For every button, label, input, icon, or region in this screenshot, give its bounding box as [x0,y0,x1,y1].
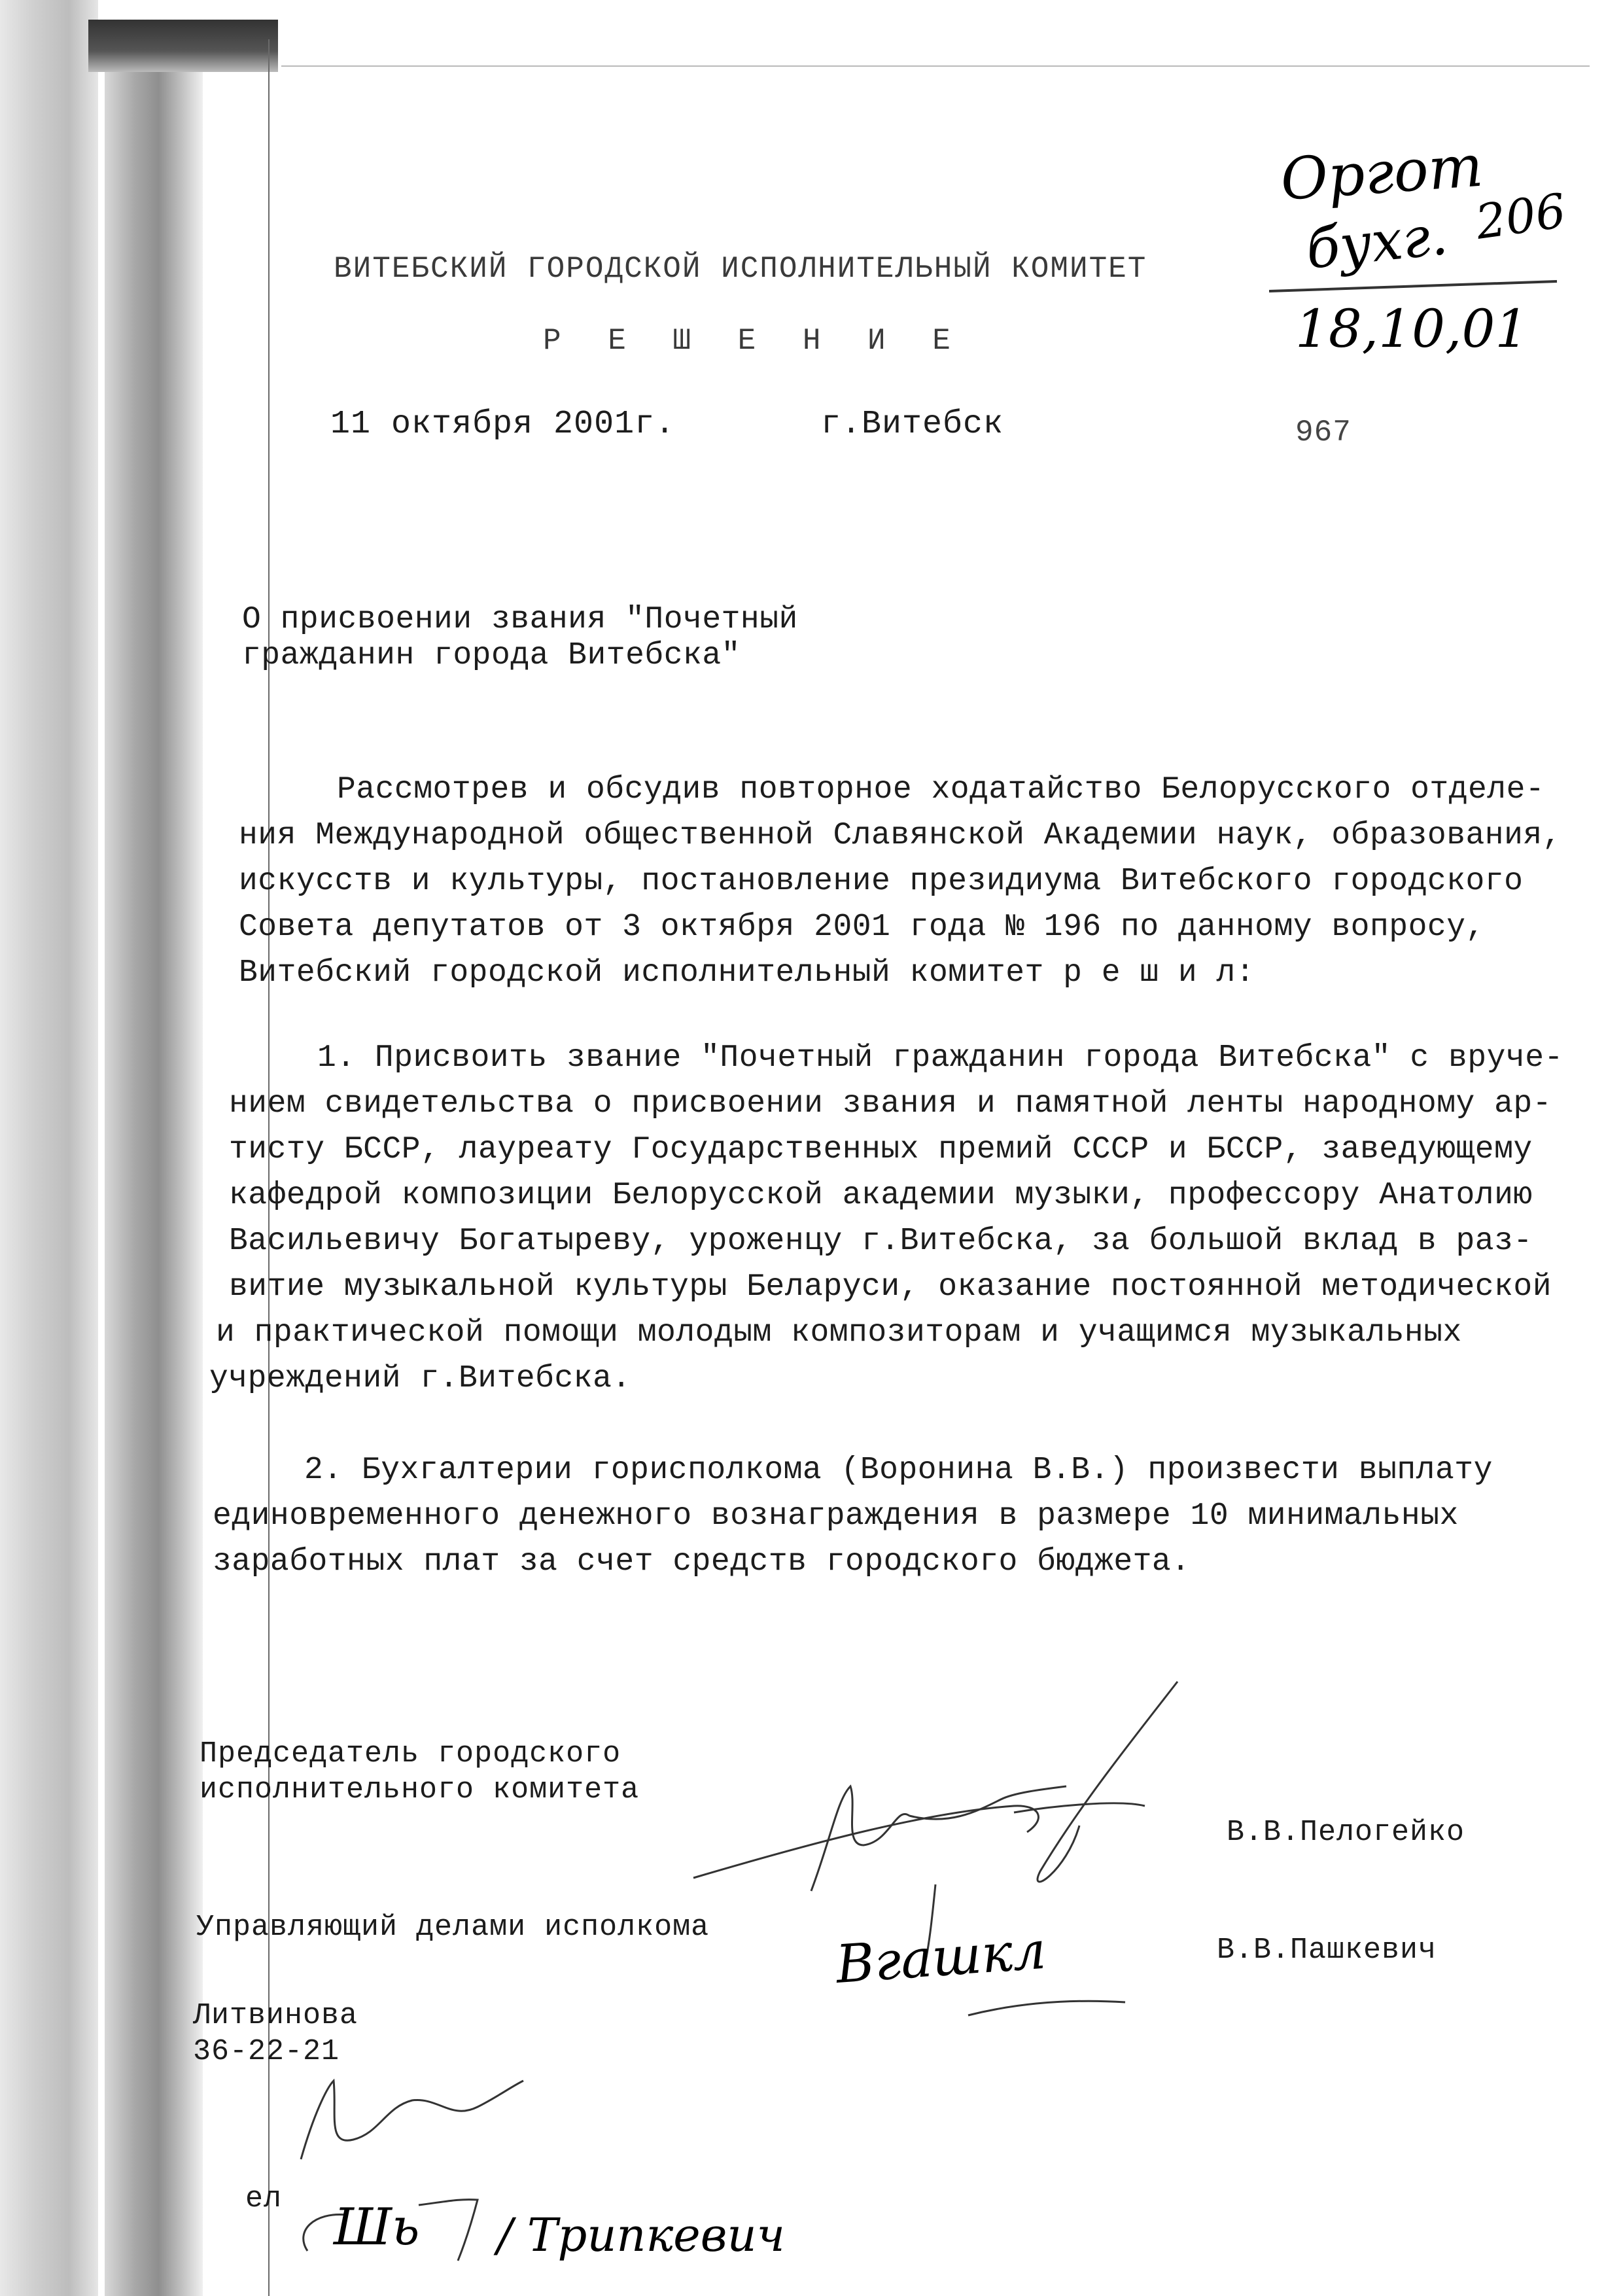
manager-title: Управляющий делами исполкома [196,1911,710,1944]
manager-name: В.В.Пашкевич [1217,1934,1437,1967]
item2-line: заработных плат за счет средств городского бюджета. [213,1544,1191,1580]
svg-text:/ Трипкевич: / Трипкевич [497,2208,786,2262]
preamble-line: Рассмотрев и обсудив повторное ходатайство Белорусского отделе- [337,772,1545,807]
item1-line: Васильевичу Богатыреву, уроженцу г.Витебска, за большой вклад в раз- [229,1224,1533,1259]
item1-line: тисту БССР, лауреату Государственных премий СССР и БССР, заведующему [229,1132,1533,1167]
footer-mark: ел [245,2182,283,2216]
scan-shadow-strip [105,26,203,2296]
scan-shadow-left [0,0,98,2296]
item1-line: учреждений г.Витебска. [209,1361,631,1396]
svg-text:206: 206 [1472,183,1569,250]
document-type: Р Е Ш Е Н И Е [543,324,965,358]
subject-line-1: О присвоении звания "Почетный [242,602,798,637]
item2-line: 2. Бухгалтерии горисполкома (Воронина В.В.) произвести выплату [304,1453,1493,1488]
document-date: 11 октября 2001г. [330,406,676,443]
document-number: 967 [1295,415,1352,450]
item1-line: кафедрой композиции Белорусской академии музыки, профессору Анатолию [229,1178,1533,1213]
organization-name: ВИТЕБСКИЙ ГОРОДСКОЙ ИСПОЛНИТЕЛЬНЫЙ КОМИТЕТ [334,252,1147,286]
bottom-handwritten-note [288,2153,877,2284]
chair-title: исполнительного комитета [200,1773,640,1807]
scan-top-line [281,65,1590,67]
preamble-line: ния Международной общественной Славянской Академии наук, образования, [239,818,1562,853]
svg-text:бухг.: бухг. [1302,202,1451,281]
subject-line-2: гражданин города Витебска" [242,638,741,673]
scan-edge-line [268,39,270,2296]
item1-line: нием свидетельства о присвоении звания и памятной ленты народному ар- [229,1086,1552,1122]
svg-text:Оргот: Оргот [1278,132,1486,213]
item1-line: витие музыкальной культуры Беларуси, оказание постоянной методической [229,1269,1552,1305]
chair-signature [674,1675,1184,1911]
document-place: г.Витебск [821,406,1004,443]
svg-text:Вгашкл: Вгашкл [833,1919,1048,1995]
preamble-line: Витебский городской исполнительный комитет р е ш и л: [239,955,1255,991]
svg-text:Шь: Шь [334,2198,420,2257]
manager-signature [824,1878,1164,2028]
preamble-line: искусств и культуры, постановление президиума Витебского городского [239,864,1524,899]
svg-text:18,10,01: 18,10,01 [1295,298,1529,359]
item1-line: 1. Присвоить звание "Почетный гражданин города Витебска" с вруче- [317,1040,1563,1076]
chair-title: Председатель городского [200,1737,621,1771]
item1-line: и практической помощи молодым композиторам и учащимся музыкальных [216,1315,1462,1351]
preamble-line: Совета депутатов от 3 октября 2001 года № 196 по данному вопросу, [239,910,1485,945]
executor-name: Литвинова [193,1999,358,2032]
scan-shadow-top [88,20,278,72]
item2-line: единовременного денежного вознаграждения в размере 10 минимальных [213,1498,1459,1534]
handwritten-corner-note [1269,128,1609,363]
chair-name: В.В.Пелогейко [1227,1816,1465,1849]
executor-phone: 36-22-21 [193,2035,340,2068]
